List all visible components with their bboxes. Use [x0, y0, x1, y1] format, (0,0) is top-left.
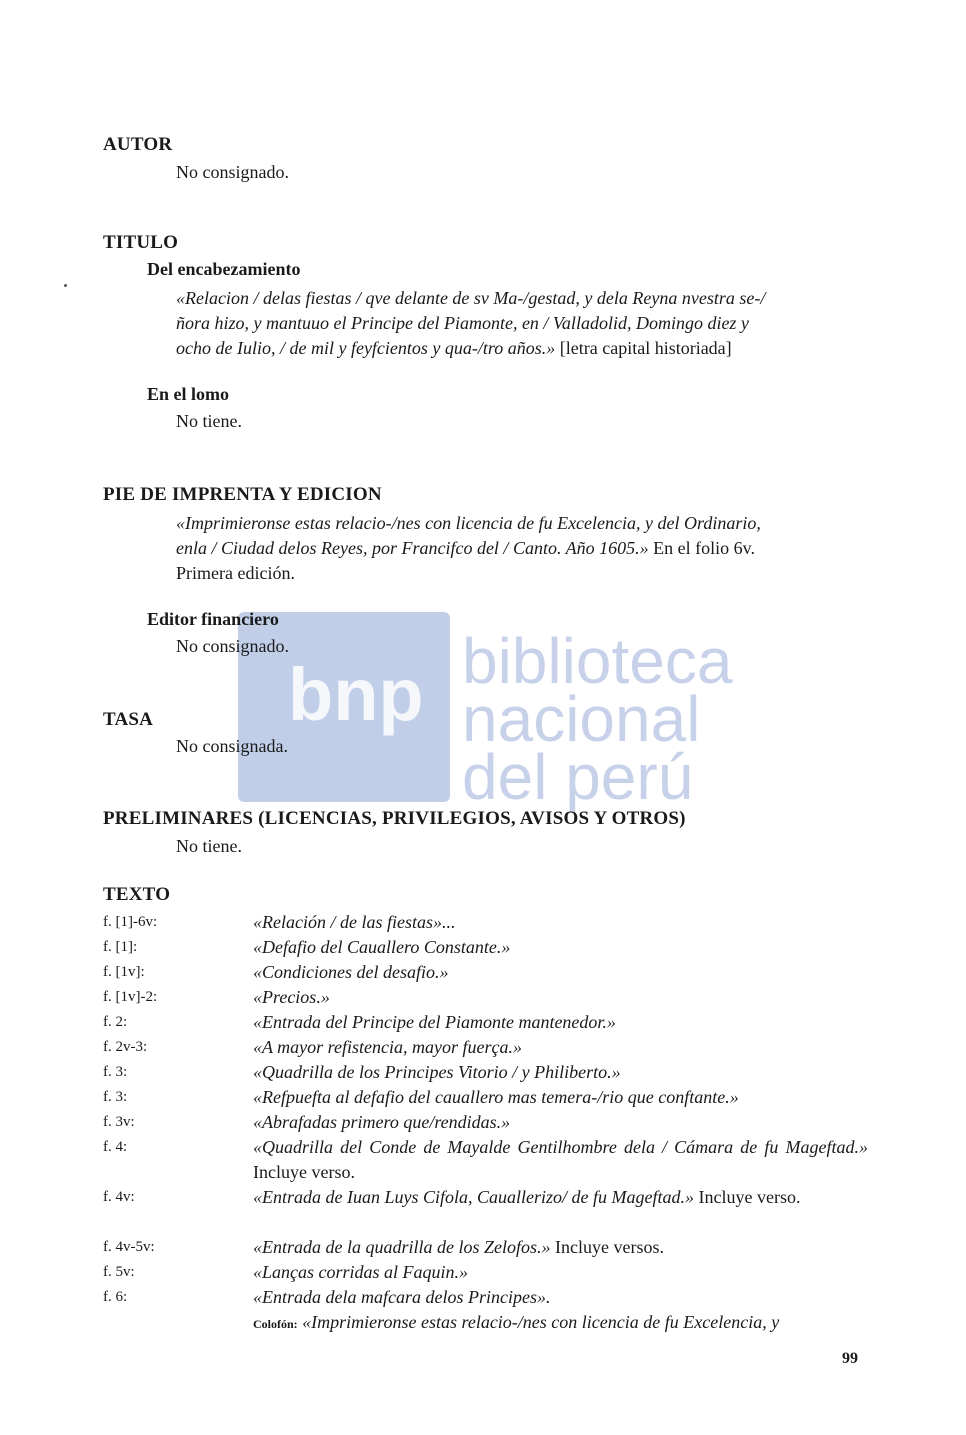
texto-row-title: «Refpuefta al defafio del cauallero mas temera-/rio que conftante.» [253, 1087, 739, 1107]
bnp-logo-text: bnp [288, 653, 424, 736]
preliminares-value: No tiene. [176, 836, 242, 856]
texto-row-title: «Entrada del Principe del Piamonte mantenedor.» [253, 1012, 616, 1032]
preliminares-heading: PRELIMINARES (LICENCIAS, PRIVILEGIOS, AVISOS Y OTROS) [103, 808, 686, 829]
texto-row-title: «A mayor refistencia, mayor fuerça.» [253, 1037, 522, 1057]
folio-ref: f. [1v]-2: [103, 989, 158, 1005]
lomo-value: No tiene. [176, 411, 242, 431]
watermark-line-1: biblioteca [462, 625, 733, 697]
texto-row-title: «Relación / de las fiestas»... [253, 912, 456, 932]
editor-value: No consignado. [176, 636, 289, 656]
folio-ref: f. 4v-5v: [103, 1239, 155, 1255]
folio-ref: f. 3v: [103, 1114, 135, 1130]
folio-ref: f. [1v]: [103, 964, 145, 980]
pie-line-2-italic: enla / Ciudad delos Reyes, por Francifco del / Canto. Año 1605.» [176, 538, 649, 558]
texto-row-title: «Lanças corridas al Faquin.» [253, 1262, 469, 1282]
tasa-heading: TASA [103, 709, 154, 730]
texto-row-title: «Precios.» [253, 987, 330, 1007]
encabezamiento-line-2: ñora hizo, y mantuuo el Principe del Piamonte, en / Valladolid, Domingo diez y [176, 313, 749, 333]
pie-line-1: «Imprimieronse estas relacio-/nes con licencia de fu Excelencia, y del Ordinario, [176, 513, 761, 533]
texto-row-title: «Defafio del Cauallero Constante.» [253, 937, 511, 957]
tasa-value: No consignada. [176, 736, 288, 756]
folio-ref: f. 4v: [103, 1189, 135, 1205]
encabezamiento-heading: Del encabezamiento [147, 259, 301, 279]
pie-line-2-note: En el folio 6v. [648, 538, 755, 558]
folio-ref: f. 2: [103, 1014, 128, 1030]
pie-line-2 [176, 536, 866, 561]
folio-ref: f. 4: [103, 1139, 128, 1155]
encabezamiento-line-3 [176, 336, 866, 361]
autor-value: No consignado. [176, 162, 289, 182]
folio-ref: f. 6: [103, 1289, 128, 1305]
titulo-heading: TITULO [103, 232, 179, 253]
bnp-watermark [238, 612, 738, 812]
colofon-text: «Imprimieronse estas relacio-/nes con licencia de fu Excelencia, y [297, 1312, 780, 1332]
watermark-line-2: nacional [462, 683, 701, 755]
folio-ref: f. [1]-6v: [103, 914, 158, 930]
encabezamiento-line-3-note: [letra capital historiada] [555, 338, 732, 358]
texto-row-title: «Quadrilla de los Principes Vitorio / y Philiberto.» [253, 1062, 621, 1082]
texto-row-title: «Condiciones del desafio.» [253, 962, 449, 982]
folio-ref: f. [1]: [103, 939, 138, 955]
texto-row-note: Incluye versos. [550, 1237, 664, 1257]
editor-heading: Editor financiero [147, 609, 279, 629]
pie-line-3: Primera edición. [176, 563, 295, 583]
texto-row-title: «Entrada de Iuan Luys Cifola, Cauallerizo/ de fu Mageftad.» [253, 1187, 694, 1207]
watermark-line-3: del perú [462, 741, 694, 813]
page-number: 99 [842, 1350, 858, 1367]
lomo-heading: En el lomo [147, 384, 230, 404]
autor-heading: AUTOR [103, 134, 173, 155]
colofon-label: Colofón: [253, 1317, 298, 1331]
texto-row-title: «Abrafadas primero que/rendidas.» [253, 1112, 511, 1132]
encabezamiento-line-1: «Relacion / delas fiestas / qve delante de sv Ma-/gestad, y dela Reyna nvestra se-/ [176, 288, 766, 308]
texto-row-note: Incluye verso. [693, 1187, 801, 1207]
texto-row-title: «Entrada de la quadrilla de los Zelofos.» [253, 1237, 551, 1257]
folio-ref: f. 5v: [103, 1264, 135, 1280]
folio-ref: f. 3: [103, 1064, 128, 1080]
ink-speck [64, 284, 67, 287]
texto-row-title: «Quadrilla del Conde de Mayalde Gentilhombre dela / Cámara de fu Mageftad.» [253, 1137, 868, 1157]
pie-heading: PIE DE IMPRENTA Y EDICION [103, 484, 382, 505]
folio-ref: f. 3: [103, 1089, 128, 1105]
texto-row-title: «Entrada dela mafcara delos Principes». [253, 1287, 551, 1307]
texto-heading: TEXTO [103, 884, 171, 905]
texto-row-note: Incluye verso. [253, 1162, 355, 1182]
encabezamiento-line-3-italic: ocho de Iulio, / de mil y feyfcientos y qua-/tro años.» [176, 338, 556, 358]
folio-ref: f. 2v-3: [103, 1039, 148, 1055]
